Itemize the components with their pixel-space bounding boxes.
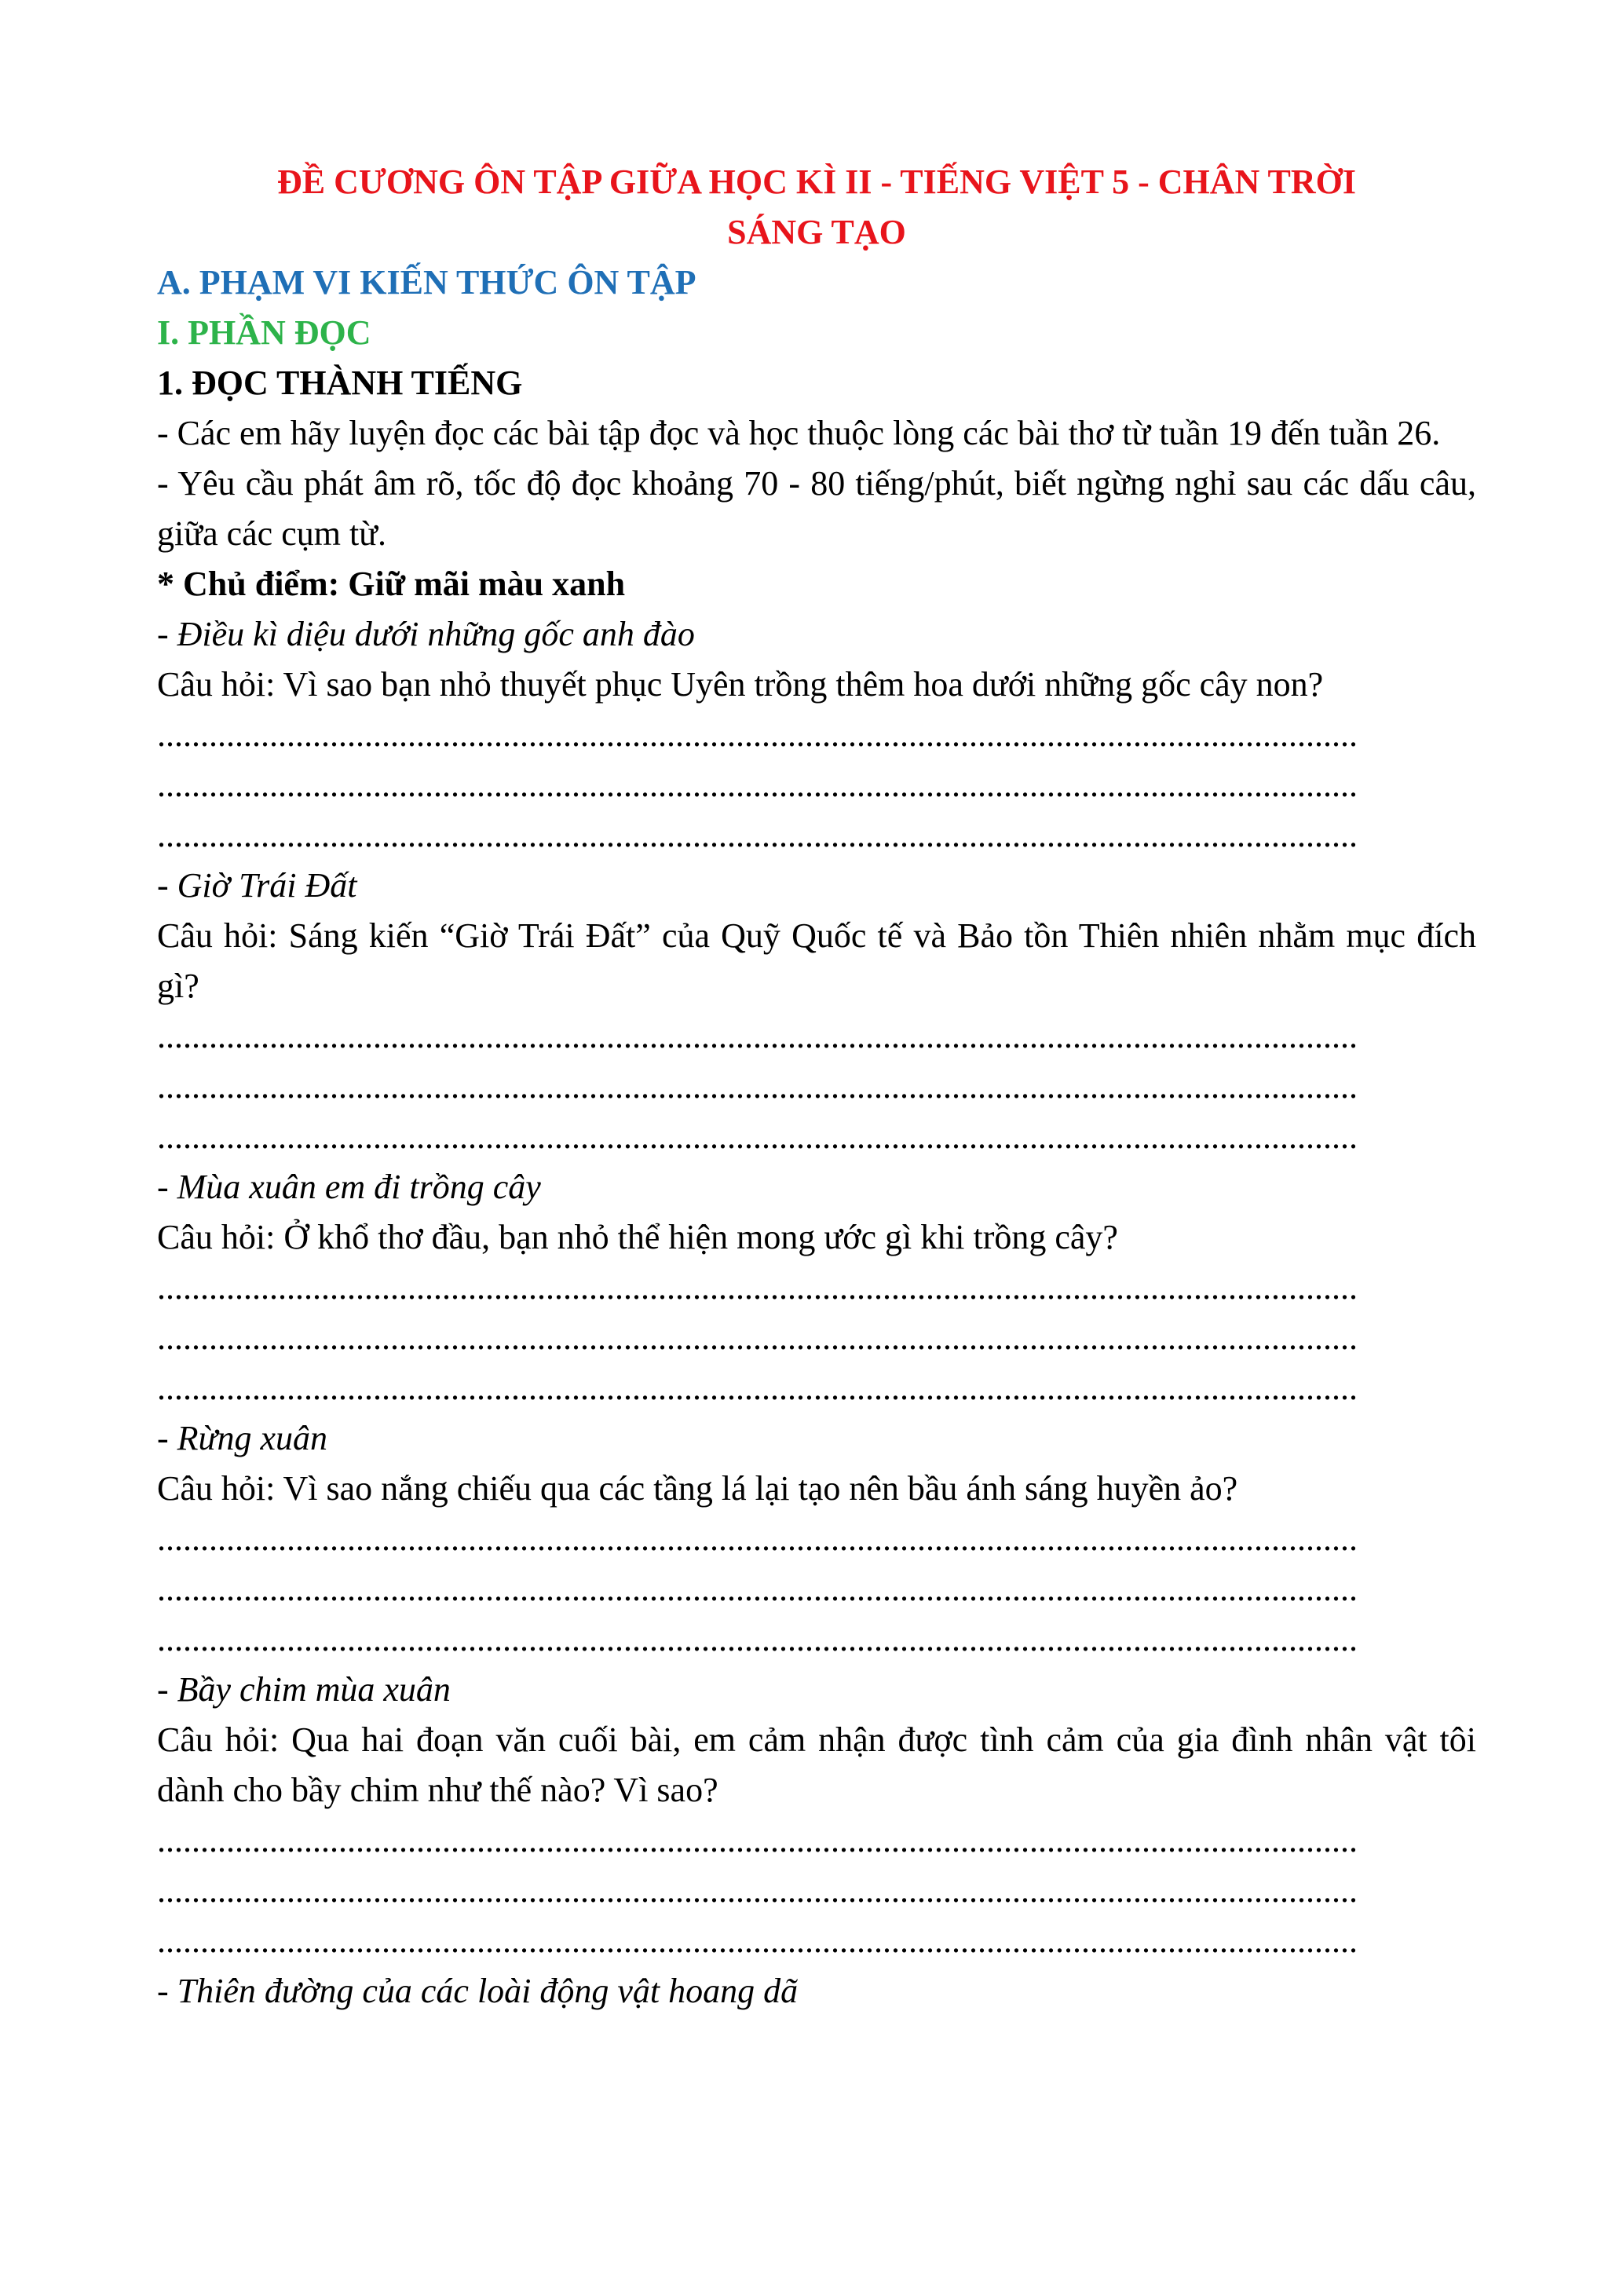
- answer-line: ...........................................................................................................................................: [157, 1117, 1358, 1156]
- subsection-1-heading: 1. ĐỌC THÀNH TIẾNG: [157, 364, 523, 402]
- answer-line: ...........................................................................................................................................: [157, 1268, 1358, 1307]
- answer-line: ...........................................................................................................................................: [157, 1921, 1358, 1960]
- answer-line: ...........................................................................................................................................: [157, 1318, 1358, 1357]
- title-line-2: SÁNG TẠO: [727, 213, 906, 251]
- reading-title: - Rừng xuân: [157, 1419, 328, 1457]
- instruction-paragraph-2: - Yêu cầu phát âm rõ, tốc độ đọc khoảng 70 - 80 tiếng/phút, biết ngừng nghỉ sau các dấu câu, giữa các cụm từ.: [157, 464, 1476, 553]
- answer-line: ...........................................................................................................................................: [157, 715, 1358, 754]
- reading-title: - Điều kì diệu dưới những gốc anh đào: [157, 615, 695, 653]
- reading-title: - Bầy chim mùa xuân: [157, 1670, 451, 1709]
- answer-line: ...........................................................................................................................................: [157, 1871, 1358, 1910]
- document-page: [157, 157, 1476, 2016]
- reading-title: - Giờ Trái Đất: [157, 866, 357, 905]
- answer-line: ...........................................................................................................................................: [157, 1519, 1358, 1558]
- answer-line: ...........................................................................................................................................: [157, 766, 1358, 804]
- reading-question: Câu hỏi: Ở khổ thơ đầu, bạn nhỏ thể hiện mong ước gì khi trồng cây?: [157, 1218, 1118, 1256]
- answer-line: ...........................................................................................................................................: [157, 1067, 1358, 1106]
- answer-line: ...........................................................................................................................................: [157, 1017, 1358, 1055]
- document-title: [157, 157, 1476, 258]
- reading-question: Câu hỏi: Qua hai đoạn văn cuối bài, em cảm nhận được tình cảm của gia đình nhân vật tôi dành cho bầy chim như thế nào? Vì sao?: [157, 1720, 1476, 1809]
- answer-line: ...........................................................................................................................................: [157, 1821, 1358, 1859]
- reading-title: - Mùa xuân em đi trồng cây: [157, 1168, 541, 1206]
- title-line-1: ĐỀ CƯƠNG ÔN TẬP GIỮA HỌC KÌ II - TIẾNG VIỆT 5 - CHÂN TRỜI: [276, 163, 1356, 201]
- reading-question: Câu hỏi: Vì sao nắng chiếu qua các tầng lá lại tạo nên bầu ánh sáng huyền ảo?: [157, 1469, 1238, 1508]
- reading-title: - Thiên đường của các loài động vật hoang dã: [157, 1972, 799, 2010]
- answer-line: ...........................................................................................................................................: [157, 816, 1358, 854]
- answer-line: ...........................................................................................................................................: [157, 1369, 1358, 1407]
- part-i-heading: I. PHẦN ĐỌC: [157, 313, 371, 352]
- instruction-paragraph-1: - Các em hãy luyện đọc các bài tập đọc và học thuộc lòng các bài thơ từ tuần 19 đến tuần 26.: [157, 414, 1441, 452]
- reading-question: Câu hỏi: Sáng kiến “Giờ Trái Đất” của Quỹ Quốc tế và Bảo tồn Thiên nhiên nhằm mục đích gì?: [157, 916, 1476, 1005]
- topic-heading: * Chủ điểm: Giữ mãi màu xanh: [157, 565, 626, 603]
- reading-question: Câu hỏi: Vì sao bạn nhỏ thuyết phục Uyên trồng thêm hoa dưới những gốc cây non?: [157, 665, 1324, 704]
- section-a-heading: A. PHẠM VI KIẾN THỨC ÔN TẬP: [157, 263, 696, 302]
- answer-line: ...........................................................................................................................................: [157, 1620, 1358, 1658]
- answer-line: ...........................................................................................................................................: [157, 1570, 1358, 1608]
